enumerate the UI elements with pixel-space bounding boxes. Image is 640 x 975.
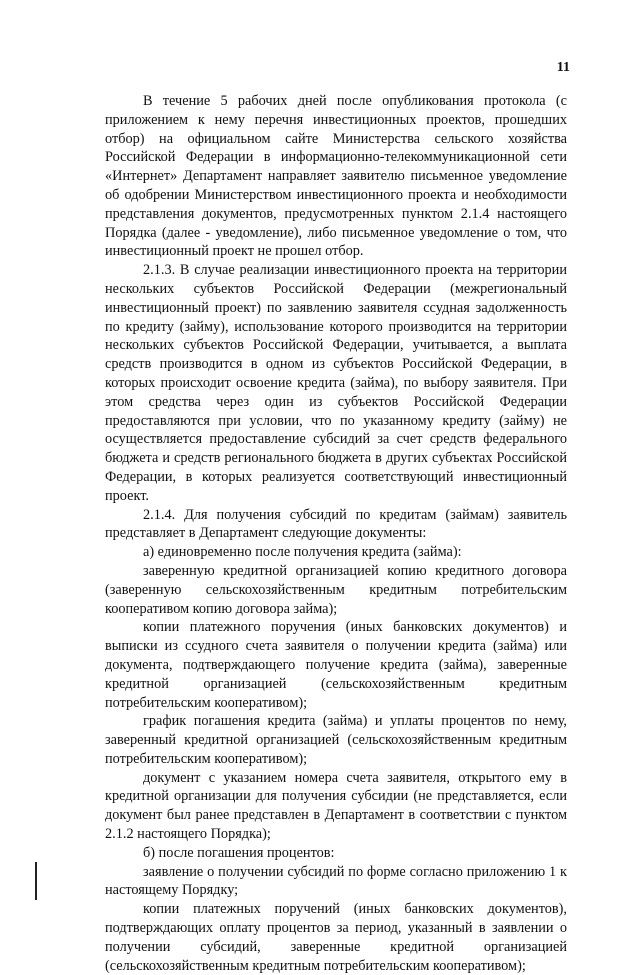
list-item-a: а) единовременно после получения кредита (займа): xyxy=(143,544,462,561)
paragraph-2-1-3: 2.1.3. В случае реализации инвестиционного проекта на территории нескольких субъектов Российской Федерации (межрегиональный инвестиционный проект) по заявлению заявителя ссудная задолженность по кредиту (займу), использование которого производится на территории нескольких субъектов Российской Федерации, учитывается, а выплата средств производится в одном из субъектов Российской Федерации, в которых происходит освоение кредита (займа), по выбору заявителя. При этом средства через один из субъектов Российской Федерации предоставляются при условии, что по указанному кредиту (займу) не осуществляется предоставление субсидий за счет средств федерального бюджета и средств регионального бюджета в других субъектах Российской Федерации, в которых реализуется соответствующий инвестиционный проект. xyxy=(105,262,567,504)
list-item-payment-copies: копии платежных поручений (иных банковских документов), подтверждающих оплату процентов за период, указанный в заявлении о получении субсидий, заверенные кредитной организацией (сельскохозяйственным кредитным потребительским кооперативом); xyxy=(105,901,567,974)
paragraph-notification: В течение 5 рабочих дней после опубликования протокола (с приложением к нему перечня инвестиционных проектов, прошедших отбор) на официальном сайте Министерства сельского хозяйства Российской Федерации в информационно-телекоммуникационной сети «Интернет» Департамент направляет заявителю письменное уведомление об одобрении Министерством инвестиционного проекта и необходимости представления документов, предусмотренных пунктом 2.1.4 настоящего Порядка (далее - уведомление), либо письменное уведомление о том, что инвестиционный проект не прошел отбор. xyxy=(105,93,567,260)
list-item-account-document: документ с указанием номера счета заявителя, открытого ему в кредитной организации для получения субсидии (не представляется, если документ был ранее представлен в Департамент в соответствии с пунктом 2.1.2 настоящего Порядка); xyxy=(105,769,567,843)
paragraph-2-1-4: 2.1.4. Для получения субсидий по кредитам (займам) заявитель представляет в Департамент следующие документы: xyxy=(105,506,567,542)
list-item-b: б) после погашения процентов: xyxy=(143,844,335,861)
list-item-application: заявление о получении субсидий по форме согласно приложению 1 к настоящему Порядку; xyxy=(105,863,567,899)
list-item-credit-agreement: заверенную кредитной организацией копию кредитного договора (заверенную сельскохозяйственным кредитным потребительским кооперативом копию договора займа); xyxy=(105,562,567,617)
list-item-payment-orders: копии платежного поручения (иных банковских документов) и выписки из ссудного счета заявителя о получении кредита (займа) или документа, подтверждающего получение кредита (займа), заверенные кредитной организацией (сельскохозяйственным кредитным потребительским кооперативом); xyxy=(105,619,567,711)
page-number: 11 xyxy=(556,60,570,75)
document-body xyxy=(105,92,567,975)
margin-mark xyxy=(35,862,37,900)
list-item-repayment-schedule: график погашения кредита (займа) и уплаты процентов по нему, заверенный кредитной организацией (сельскохозяйственным кредитным потребительским кооперативом); xyxy=(105,713,567,767)
